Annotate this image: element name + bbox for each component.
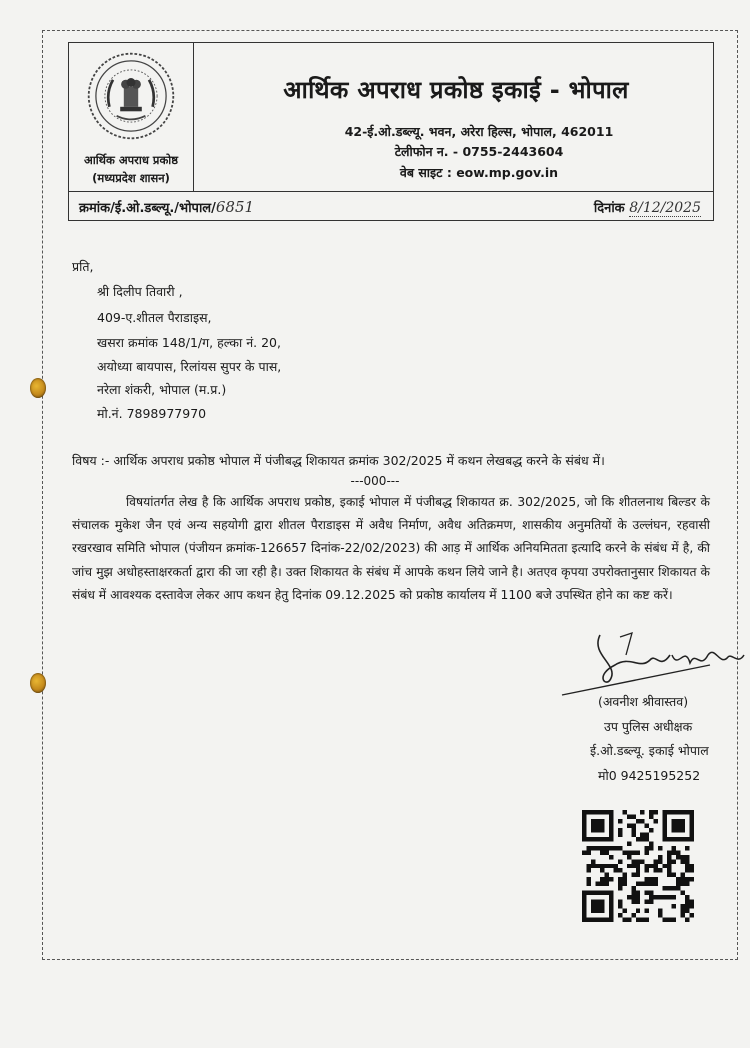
recipient-name: श्री दिलीप तिवारी , — [97, 284, 183, 299]
reference-handwritten-number: 6851 — [215, 198, 255, 216]
logo-cell — [69, 43, 194, 191]
office-address: 42-ई.ओ.डब्ल्यू. भवन, अरेरा हिल्स, भोपाल, 462011 — [344, 124, 614, 139]
office-phone: टेलीफोन न. - 0755-2443604 — [394, 144, 564, 159]
recipient-mobile: मो.नं. 7898977970 — [97, 406, 207, 421]
signatory-name: (अवनीश श्रीवास्तव) — [598, 694, 689, 709]
signatory-office: ई.ओ.डब्ल्यू. इकाई भोपाल — [590, 743, 709, 758]
letterhead — [68, 42, 714, 192]
to-label: प्रति, — [72, 259, 94, 274]
date-label: दिनांक — [593, 201, 625, 216]
qr-code — [578, 810, 698, 922]
organisation-title: आर्थिक अपराध प्रकोष्ठ इकाई - भोपाल — [283, 76, 629, 104]
reference-label: क्रमांक/ई.ओ.डब्ल्यू./भोपाल/ — [79, 201, 216, 216]
recipient-address-line: नरेला शंकरी, भोपाल (म.प्र.) — [97, 382, 227, 397]
separator: ---000--- — [350, 474, 400, 488]
department-subtitle: (मध्यप्रदेश शासन) — [92, 171, 170, 185]
mp-govt-seal-logo — [86, 51, 176, 141]
office-website: वेब साइट : eow.mp.gov.in — [399, 165, 559, 180]
recipient-address-line: अयोध्या बायपास, रिलांयस सुपर के पास, — [97, 359, 282, 374]
recipient-address-line: खसरा क्रमांक 148/1/ग, हल्का नं. 20, — [97, 335, 281, 350]
letter-subject: विषय :- आर्थिक अपराध प्रकोष्ठ भोपाल में पंजीबद्ध शिकायत क्रमांक 302/2025 में कथन लेखबद्ध करने के संबंध में। — [72, 453, 605, 468]
handwritten-date: 8/12/2025 — [629, 200, 701, 216]
letter-body — [72, 491, 710, 607]
reference-number — [79, 198, 254, 216]
reference-row — [68, 190, 714, 221]
punch-hole — [30, 378, 46, 398]
signatory-designation: उप पुलिस अधीक्षक — [604, 719, 693, 734]
letter-body-text: विषयांतर्गत लेख है कि आर्थिक अपराध प्रकोष्ठ, इकाई भोपाल में पंजीबद्ध शिकायत क्र. 302/2025, जो कि शीतलनाथ बिल्डर के संचालक मुकेश जैन एवं अन्य सहयोगी द्वारा शीतल पैराडाइस में अवैध निर्माण, अवैध अतिक्रमण, शासकीय अनुमतियों के उल्लंघन, रहवासी रखरखाव समिति भोपाल (पंजीयन क्रमांक-126657 दिनांक-22/02/2023) की आड़ में आर्थिक अनियमितता इत्यादि करने के संबंध में है, की जांच मुझ अधोहस्ताक्षरकर्ता द्वारा की जा रही है। उक्त शिकायत के संबंध में आपके कथन लिये जाने है। अतएव कृपया उपरोक्तानुसार शिकायत के संबंध में आवश्यक दस्तावेज लेकर आप कथन हेतु दिनांक 09.12.2025 को प्रकोष्ठ कार्यालय में 1100 बजे उपस्थित होने का कष्ट करें। — [72, 495, 710, 602]
letter-date — [594, 198, 701, 216]
recipient-address-line: 409-ए.शीतल पैराडाइस, — [97, 310, 212, 325]
signatory-mobile: मो0 9425195252 — [598, 768, 701, 783]
punch-hole — [30, 673, 46, 693]
department-name: आर्थिक अपराध प्रकोष्ठ — [83, 153, 179, 167]
